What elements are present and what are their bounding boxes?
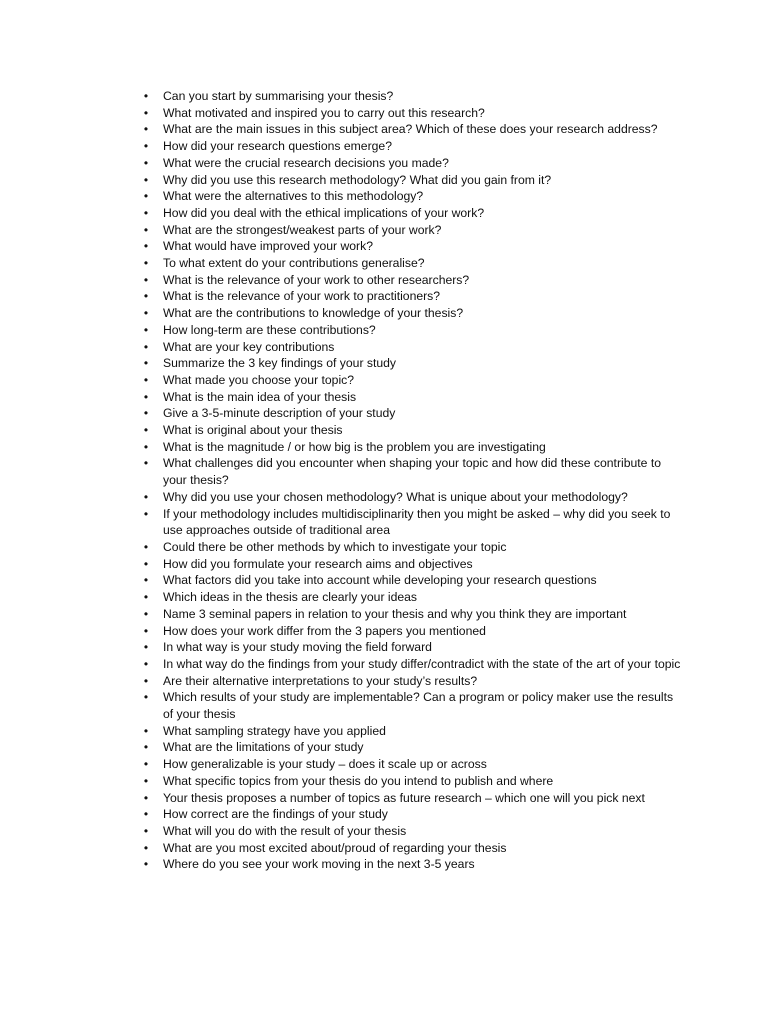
list-item — [137, 222, 682, 239]
bullet-icon: • — [143, 740, 149, 755]
bullet-icon: • — [143, 640, 149, 655]
list-item — [137, 172, 682, 189]
question-text: In what way is your study moving the field forward — [163, 640, 432, 655]
list-item — [137, 405, 682, 422]
bullet-icon: • — [143, 656, 149, 671]
bullet-icon: • — [143, 122, 149, 137]
list-item — [137, 806, 682, 823]
list-item — [137, 355, 682, 372]
list-item — [137, 439, 682, 456]
question-text: What is original about your thesis — [163, 423, 343, 438]
list-item — [137, 238, 682, 255]
list-item — [137, 506, 682, 539]
question-text: What made you choose your topic? — [163, 372, 355, 387]
question-text: How correct are the findings of your study — [163, 807, 388, 822]
question-text: Which ideas in the thesis are clearly your ideas — [163, 590, 418, 605]
bullet-icon: • — [143, 506, 149, 521]
list-item — [137, 673, 682, 690]
question-text: What challenges did you encounter when shaping your topic and how did these contribute to your thesis? — [163, 456, 661, 488]
question-text: What is the relevance of your work to other researchers? — [163, 272, 470, 287]
bullet-icon: • — [143, 256, 149, 271]
bullet-icon: • — [143, 773, 149, 788]
list-item — [137, 372, 682, 389]
bullet-icon: • — [143, 439, 149, 454]
list-item — [137, 773, 682, 790]
list-item — [137, 689, 682, 722]
list-item — [137, 339, 682, 356]
bullet-icon: • — [143, 155, 149, 170]
list-item — [137, 723, 682, 740]
bullet-icon: • — [143, 139, 149, 154]
question-text: Could there be other methods by which to investigate your topic — [163, 539, 507, 554]
question-list — [137, 88, 682, 873]
question-text: Your thesis proposes a number of topics as future research – which one will you pick next — [163, 790, 645, 805]
bullet-icon: • — [143, 857, 149, 872]
question-text: What are the limitations of your study — [163, 740, 364, 755]
question-text: How did you formulate your research aims and objectives — [163, 556, 473, 571]
bullet-icon: • — [143, 205, 149, 220]
list-item — [137, 556, 682, 573]
bullet-icon: • — [143, 89, 149, 103]
bullet-icon: • — [143, 172, 149, 187]
list-item — [137, 88, 682, 105]
question-text: What would have improved your work? — [163, 239, 373, 254]
list-item — [137, 205, 682, 222]
list-item — [137, 856, 682, 873]
question-text: Name 3 seminal papers in relation to your thesis and why you think they are important — [163, 606, 627, 621]
question-text: What is the magnitude / or how big is the problem you are investigating — [163, 439, 546, 454]
question-text: What are you most excited about/proud of regarding your thesis — [163, 840, 507, 855]
bullet-icon: • — [143, 222, 149, 237]
list-item — [137, 840, 682, 857]
list-item — [137, 539, 682, 556]
list-item — [137, 623, 682, 640]
question-text: What are the main issues in this subject area? Which of these does your research address? — [163, 122, 658, 137]
question-text: Why did you use this research methodology? What did you gain from it? — [163, 172, 552, 187]
question-text: What are the strongest/weakest parts of your work? — [163, 222, 442, 237]
list-item — [137, 272, 682, 289]
bullet-icon: • — [143, 372, 149, 387]
bullet-icon: • — [143, 272, 149, 287]
bullet-icon: • — [143, 673, 149, 688]
question-text: What were the alternatives to this methodology? — [163, 189, 424, 204]
bullet-icon: • — [143, 289, 149, 304]
list-item — [137, 288, 682, 305]
list-item — [137, 305, 682, 322]
bullet-icon: • — [143, 239, 149, 254]
bullet-icon: • — [143, 606, 149, 621]
list-item — [137, 489, 682, 506]
bullet-icon: • — [143, 573, 149, 588]
bullet-icon: • — [143, 539, 149, 554]
question-text: To what extent do your contributions generalise? — [163, 256, 425, 271]
question-text: Can you start by summarising your thesis? — [163, 89, 394, 103]
question-text: Summarize the 3 key findings of your study — [163, 356, 397, 371]
list-item — [137, 155, 682, 172]
bullet-icon: • — [143, 790, 149, 805]
bullet-icon: • — [143, 489, 149, 504]
bullet-icon: • — [143, 556, 149, 571]
list-item — [137, 739, 682, 756]
question-text: Why did you use your chosen methodology? What is unique about your methodology? — [163, 489, 628, 504]
question-text: What specific topics from your thesis do you intend to publish and where — [163, 773, 554, 788]
bullet-icon: • — [143, 840, 149, 855]
question-text: What factors did you take into account while developing your research questions — [163, 573, 597, 588]
list-item — [137, 572, 682, 589]
list-item — [137, 389, 682, 406]
question-text: How did you deal with the ethical implications of your work? — [163, 205, 485, 220]
list-item — [137, 422, 682, 439]
question-text: Are their alternative interpretations to your study’s results? — [163, 673, 478, 688]
bullet-icon: • — [143, 406, 149, 421]
question-text: What is the relevance of your work to practitioners? — [163, 289, 441, 304]
list-item — [137, 790, 682, 807]
question-text: Give a 3-5-minute description of your study — [163, 406, 396, 421]
bullet-icon: • — [143, 807, 149, 822]
list-item — [137, 121, 682, 138]
list-item — [137, 105, 682, 122]
bullet-icon: • — [143, 189, 149, 204]
bullet-icon: • — [143, 690, 149, 705]
list-item — [137, 322, 682, 339]
bullet-icon: • — [143, 339, 149, 354]
list-item — [137, 138, 682, 155]
list-item — [137, 656, 682, 673]
question-text: If your methodology includes multidisciplinarity then you might be asked – why did you seek to use approaches outside of traditional area — [163, 506, 671, 538]
list-item — [137, 589, 682, 606]
question-text: What motivated and inspired you to carry out this research? — [163, 105, 485, 120]
list-item — [137, 188, 682, 205]
question-text: How long-term are these contributions? — [163, 322, 376, 337]
question-text: What will you do with the result of your thesis — [163, 823, 407, 838]
question-text: How did your research questions emerge? — [163, 139, 392, 154]
bullet-icon: • — [143, 590, 149, 605]
bullet-icon: • — [143, 356, 149, 371]
bullet-icon: • — [143, 623, 149, 638]
question-text: What is the main idea of your thesis — [163, 389, 357, 404]
bullet-icon: • — [143, 105, 149, 120]
list-item — [137, 255, 682, 272]
question-text: What are the contributions to knowledge of your thesis? — [163, 306, 464, 321]
list-item — [137, 639, 682, 656]
bullet-icon: • — [143, 423, 149, 438]
question-text: Which results of your study are implementable? Can a program or policy maker use the results of your thesis — [163, 690, 674, 722]
question-text: What sampling strategy have you applied — [163, 723, 386, 738]
bullet-icon: • — [143, 723, 149, 738]
list-item — [137, 756, 682, 773]
bullet-icon: • — [143, 322, 149, 337]
bullet-icon: • — [143, 389, 149, 404]
question-text: What are your key contributions — [163, 339, 335, 354]
list-item — [137, 823, 682, 840]
bullet-icon: • — [143, 823, 149, 838]
bullet-icon: • — [143, 757, 149, 772]
bullet-icon: • — [143, 456, 149, 471]
question-text: What were the crucial research decisions you made? — [163, 155, 449, 170]
question-text: In what way do the findings from your study differ/contradict with the state of the art of your topic — [163, 656, 681, 671]
list-item — [137, 455, 682, 488]
question-text: How does your work differ from the 3 papers you mentioned — [163, 623, 486, 638]
bullet-icon: • — [143, 306, 149, 321]
question-text: How generalizable is your study – does it scale up or across — [163, 757, 487, 772]
list-item — [137, 606, 682, 623]
question-text: Where do you see your work moving in the next 3-5 years — [163, 857, 475, 872]
